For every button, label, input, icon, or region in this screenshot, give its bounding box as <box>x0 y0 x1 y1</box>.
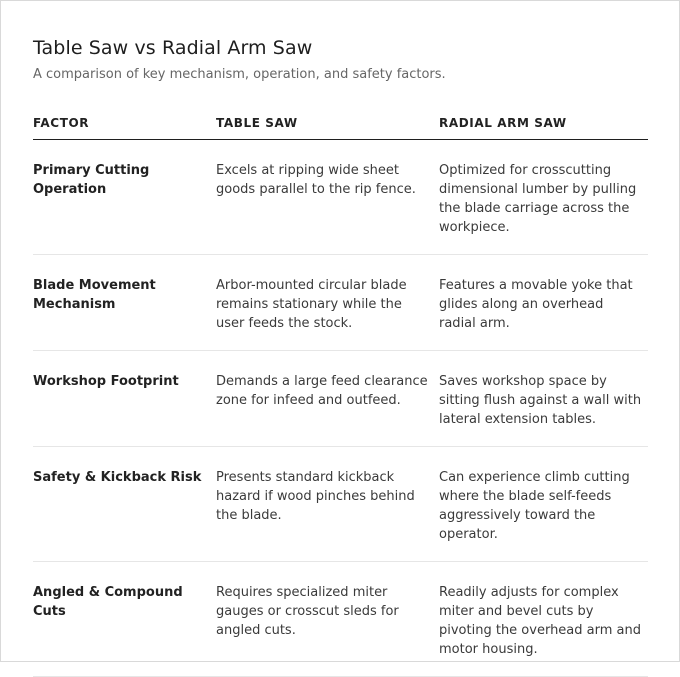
table-row <box>33 255 648 351</box>
page-subtitle: A comparison of key mechanism, operation, and safety factors. <box>33 67 446 82</box>
table-saw-cell: Demands a large feed clearance zone for infeed and outfeed. <box>216 351 439 447</box>
factor-cell: Safety & Kickback Risk <box>33 447 216 562</box>
page-title: Table Saw vs Radial Arm Saw <box>33 37 313 59</box>
radial-arm-saw-cell: Optimized for crosscutting dimensional lumber by pulling the blade carriage across the workpiece. <box>439 140 648 255</box>
radial-arm-saw-cell: Saves workshop space by sitting flush against a wall with lateral extension tables. <box>439 351 648 447</box>
factor-cell: Blade Movement Mechanism <box>33 255 216 351</box>
column-header-radial-arm-saw: RADIAL ARM SAW <box>439 106 648 140</box>
radial-arm-saw-cell: Readily adjusts for complex miter and bevel cuts by pivoting the overhead arm and motor housing. <box>439 562 648 677</box>
column-header-table-saw: TABLE SAW <box>216 106 439 140</box>
table-saw-cell: Presents standard kickback hazard if wood pinches behind the blade. <box>216 447 439 562</box>
table-row <box>33 562 648 677</box>
table-saw-cell: Arbor-mounted circular blade remains stationary while the user feeds the stock. <box>216 255 439 351</box>
factor-cell: Angled & Compound Cuts <box>33 562 216 677</box>
radial-arm-saw-cell: Can experience climb cutting where the blade self-feeds aggressively toward the operator. <box>439 447 648 562</box>
table-row <box>33 447 648 562</box>
table-row <box>33 351 648 447</box>
table-saw-cell: Requires specialized miter gauges or crosscut sleds for angled cuts. <box>216 562 439 677</box>
radial-arm-saw-cell: Features a movable yoke that glides along an overhead radial arm. <box>439 255 648 351</box>
table-row <box>33 140 648 255</box>
factor-cell: Primary Cutting Operation <box>33 140 216 255</box>
comparison-table <box>33 106 648 677</box>
factor-cell: Workshop Footprint <box>33 351 216 447</box>
table-saw-cell: Excels at ripping wide sheet goods parallel to the rip fence. <box>216 140 439 255</box>
column-header-factor: FACTOR <box>33 106 216 140</box>
table-header-row <box>33 106 648 140</box>
